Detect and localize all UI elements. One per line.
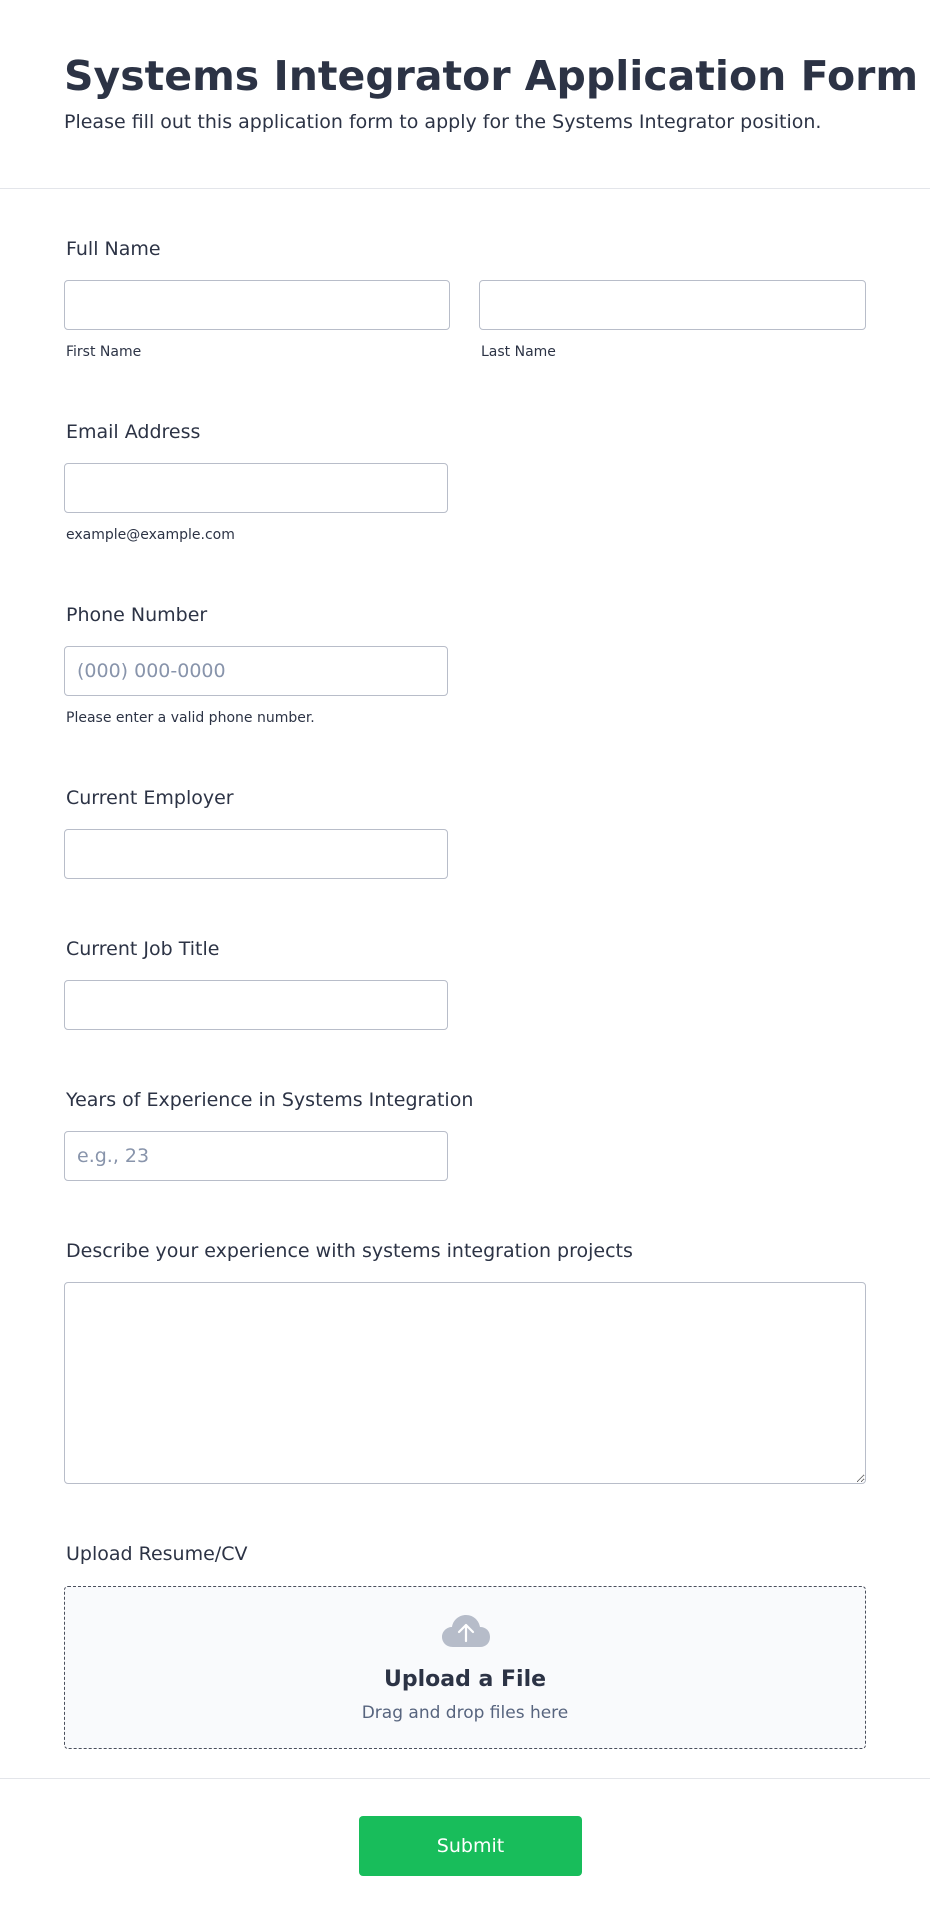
resume-upload-label: Upload Resume/CV bbox=[66, 1543, 248, 1565]
email-label: Email Address bbox=[66, 421, 201, 443]
years-experience-input[interactable] bbox=[64, 1131, 448, 1181]
phone-input[interactable] bbox=[64, 646, 448, 696]
last-name-input[interactable] bbox=[479, 280, 866, 330]
current-employer-label: Current Employer bbox=[66, 787, 234, 809]
current-employer-input[interactable] bbox=[64, 829, 448, 879]
experience-description-label: Describe your experience with systems integration projects bbox=[66, 1240, 633, 1262]
form-title: Systems Integrator Application Form bbox=[64, 52, 919, 100]
current-job-title-input[interactable] bbox=[64, 980, 448, 1030]
cloud-upload-icon bbox=[441, 1613, 491, 1649]
submit-button[interactable]: Submit bbox=[359, 1816, 582, 1876]
upload-title: Upload a File bbox=[383, 1667, 547, 1692]
phone-sublabel: Please enter a valid phone number. bbox=[66, 710, 315, 726]
form-footer-divider bbox=[0, 1778, 930, 1779]
email-input[interactable] bbox=[64, 463, 448, 513]
experience-description-textarea[interactable] bbox=[64, 1282, 866, 1484]
form-header bbox=[0, 0, 930, 189]
email-sublabel: example@example.com bbox=[66, 527, 235, 543]
years-experience-label: Years of Experience in Systems Integration bbox=[66, 1089, 474, 1111]
upload-hint: Drag and drop files here bbox=[361, 1703, 569, 1723]
resume-upload-dropzone[interactable] bbox=[64, 1586, 866, 1749]
first-name-input[interactable] bbox=[64, 280, 450, 330]
last-name-sublabel: Last Name bbox=[481, 344, 556, 360]
form-subtitle: Please fill out this application form to apply for the Systems Integrator position. bbox=[64, 111, 822, 133]
current-job-title-label: Current Job Title bbox=[66, 938, 220, 960]
first-name-sublabel: First Name bbox=[66, 344, 142, 360]
phone-label: Phone Number bbox=[66, 604, 208, 626]
full-name-label: Full Name bbox=[66, 238, 161, 260]
